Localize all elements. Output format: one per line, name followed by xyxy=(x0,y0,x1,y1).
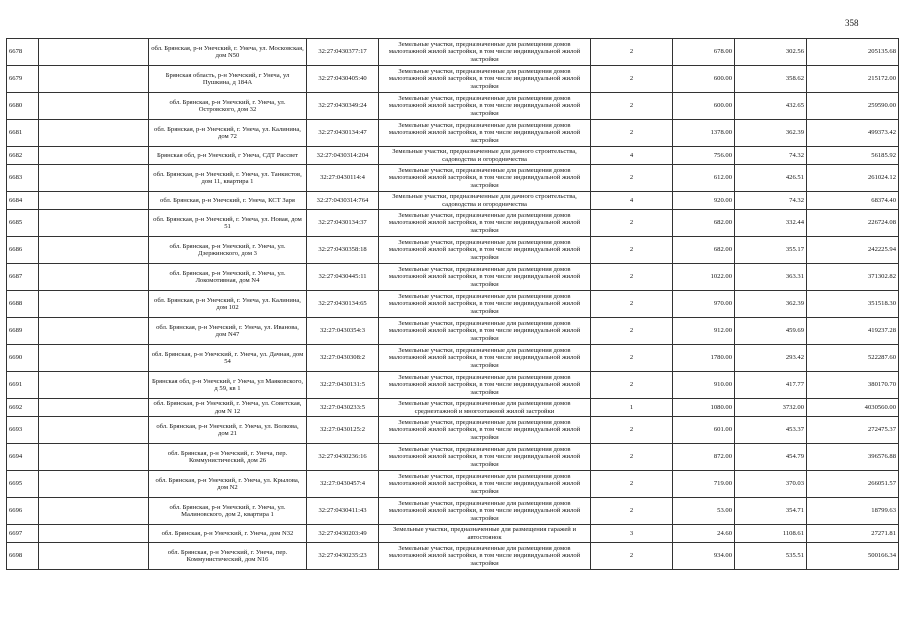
row-number: 6690 xyxy=(7,345,39,372)
row-area: 1022.00 xyxy=(673,264,735,291)
row-land-use: Земельные участки, предназначенные для размещения домов малоэтажной жилой застройки, в том числе индивидуальной жилой застройки xyxy=(379,210,591,237)
row-number: 6683 xyxy=(7,165,39,192)
row-area: 24.60 xyxy=(673,525,735,543)
row-spacer xyxy=(39,444,149,471)
row-group: 2 xyxy=(591,291,673,318)
row-cadastral-number: 32:27:0430308:2 xyxy=(307,345,379,372)
row-land-use: Земельные участки, предназначенные для размещения домов малоэтажной жилой застройки, в том числе индивидуальной жилой застройки xyxy=(379,39,591,66)
row-number: 6685 xyxy=(7,210,39,237)
row-cadastral-value: 215172.00 xyxy=(807,66,899,93)
row-cadastral-number: 32:27:0430131:5 xyxy=(307,372,379,399)
row-specific-value: 354.71 xyxy=(735,498,807,525)
table-row xyxy=(7,237,899,264)
table-row xyxy=(7,372,899,399)
row-cadastral-value: 380170.70 xyxy=(807,372,899,399)
row-spacer xyxy=(39,345,149,372)
table-row xyxy=(7,264,899,291)
row-spacer xyxy=(39,120,149,147)
row-specific-value: 293.42 xyxy=(735,345,807,372)
row-spacer xyxy=(39,417,149,444)
table-row xyxy=(7,525,899,543)
row-spacer xyxy=(39,264,149,291)
row-cadastral-value: 500166.34 xyxy=(807,543,899,570)
row-land-use: Земельные участки, предназначенные для размещения домов малоэтажной жилой застройки, в том числе индивидуальной жилой застройки xyxy=(379,120,591,147)
cadastral-value-table xyxy=(6,38,899,570)
row-number: 6692 xyxy=(7,399,39,417)
table-row xyxy=(7,210,899,237)
row-cadastral-value: 419237.28 xyxy=(807,318,899,345)
row-land-use: Земельные участки, предназначенные для размещения домов малоэтажной жилой застройки, в том числе индивидуальной жилой застройки xyxy=(379,165,591,192)
row-address: обл. Брянская, р-н Унечский, г. Унеча, ул. Танкистов, дом 11, квартира 1 xyxy=(149,165,307,192)
row-address: обл. Брянская, р-н Унечский, г. Унеча, ул. Локомотивная, дом N4 xyxy=(149,264,307,291)
row-specific-value: 358.62 xyxy=(735,66,807,93)
row-cadastral-number: 32:27:0430125:2 xyxy=(307,417,379,444)
row-specific-value: 363.31 xyxy=(735,264,807,291)
table-row xyxy=(7,498,899,525)
row-group: 2 xyxy=(591,498,673,525)
row-cadastral-value: 68374.40 xyxy=(807,192,899,210)
row-land-use: Земельные участки, предназначенные для размещения домов малоэтажной жилой застройки, в том числе индивидуальной жилой застройки xyxy=(379,237,591,264)
row-group: 2 xyxy=(591,264,673,291)
row-land-use: Земельные участки, предназначенные для размещения домов малоэтажной жилой застройки, в том числе индивидуальной жилой застройки xyxy=(379,66,591,93)
row-cadastral-number: 32:27:0430134:65 xyxy=(307,291,379,318)
row-address: обл. Брянская, р-н Унечский, г. Унеча, пер. Коммунистический, дом 26 xyxy=(149,444,307,471)
row-spacer xyxy=(39,399,149,417)
row-spacer xyxy=(39,318,149,345)
row-spacer xyxy=(39,147,149,165)
row-spacer xyxy=(39,525,149,543)
row-specific-value: 370.03 xyxy=(735,471,807,498)
row-specific-value: 362.39 xyxy=(735,120,807,147)
row-address: Брянская обл, р-н Унечский, г Унеча, СДТ Рассвет xyxy=(149,147,307,165)
row-cadastral-value: 226724.08 xyxy=(807,210,899,237)
row-specific-value: 454.79 xyxy=(735,444,807,471)
row-land-use: Земельные участки, предназначенные для размещения домов среднеэтажной и многоэтажной жилой застройки xyxy=(379,399,591,417)
row-address: обл. Брянская, р-н Унечский, г. Унеча, ул. Советская, дом N 12 xyxy=(149,399,307,417)
row-group: 2 xyxy=(591,444,673,471)
row-cadastral-value: 56185.92 xyxy=(807,147,899,165)
row-cadastral-value: 522287.60 xyxy=(807,345,899,372)
row-number: 6694 xyxy=(7,444,39,471)
row-land-use: Земельные участки, предназначенные для размещения гаражей и автостоянок xyxy=(379,525,591,543)
row-land-use: Земельные участки, предназначенные для дачного строительства, садоводства и огородничества xyxy=(379,147,591,165)
row-address: обл. Брянская, р-н Унечский, г. Унеча, ул. Дачная, дом 54 xyxy=(149,345,307,372)
row-spacer xyxy=(39,165,149,192)
row-spacer xyxy=(39,39,149,66)
row-address: обл. Брянская, р-н Унечский, г. Унеча, ул. Новая, дом 51 xyxy=(149,210,307,237)
row-cadastral-value: 4030560.00 xyxy=(807,399,899,417)
row-area: 53.00 xyxy=(673,498,735,525)
row-cadastral-number: 32:27:0430233:5 xyxy=(307,399,379,417)
row-land-use: Земельные участки, предназначенные для размещения домов малоэтажной жилой застройки, в том числе индивидуальной жилой застройки xyxy=(379,264,591,291)
row-number: 6681 xyxy=(7,120,39,147)
row-group: 2 xyxy=(591,372,673,399)
row-land-use: Земельные участки, предназначенные для размещения домов малоэтажной жилой застройки, в том числе индивидуальной жилой застройки xyxy=(379,498,591,525)
row-group: 2 xyxy=(591,39,673,66)
row-area: 678.00 xyxy=(673,39,735,66)
page-number: 358 xyxy=(845,18,859,28)
row-cadastral-value: 259590.00 xyxy=(807,93,899,120)
row-address: обл. Брянская, р-н Унечский, г. Унеча, ул. Московская, дом N50 xyxy=(149,39,307,66)
row-cadastral-number: 32:27:0430445:11 xyxy=(307,264,379,291)
row-number: 6686 xyxy=(7,237,39,264)
row-address: обл. Брянская, р-н Унечский, г. Унеча, дом N32 xyxy=(149,525,307,543)
table-row xyxy=(7,318,899,345)
row-cadastral-value: 266051.57 xyxy=(807,471,899,498)
row-area: 920.00 xyxy=(673,192,735,210)
row-cadastral-number: 32:27:0430134:37 xyxy=(307,210,379,237)
row-address: Брянская область, р-н Унечский, г Унеча, ул Пушкина, д 184А xyxy=(149,66,307,93)
row-group: 2 xyxy=(591,345,673,372)
row-specific-value: 355.17 xyxy=(735,237,807,264)
row-cadastral-value: 499373.42 xyxy=(807,120,899,147)
row-address: обл. Брянская, р-н Унечский, г. Унеча, ул. Островского, дом 32 xyxy=(149,93,307,120)
row-number: 6691 xyxy=(7,372,39,399)
table-row xyxy=(7,345,899,372)
row-address: обл. Брянская, р-н Унечский, г. Унеча, КСТ Заря xyxy=(149,192,307,210)
row-group: 4 xyxy=(591,147,673,165)
row-spacer xyxy=(39,471,149,498)
row-spacer xyxy=(39,93,149,120)
row-address: обл. Брянская, р-н Унечский, г. Унеча, ул. Иванова, дом N47 xyxy=(149,318,307,345)
row-area: 970.00 xyxy=(673,291,735,318)
row-number: 6684 xyxy=(7,192,39,210)
row-number: 6695 xyxy=(7,471,39,498)
row-number: 6678 xyxy=(7,39,39,66)
row-specific-value: 74.32 xyxy=(735,192,807,210)
table-row xyxy=(7,39,899,66)
row-land-use: Земельные участки, предназначенные для размещения домов малоэтажной жилой застройки, в том числе индивидуальной жилой застройки xyxy=(379,471,591,498)
row-specific-value: 3732.00 xyxy=(735,399,807,417)
row-land-use: Земельные участки, предназначенные для размещения домов малоэтажной жилой застройки, в том числе индивидуальной жилой застройки xyxy=(379,345,591,372)
row-number: 6680 xyxy=(7,93,39,120)
row-cadastral-number: 32:27:0430236:16 xyxy=(307,444,379,471)
row-specific-value: 332.44 xyxy=(735,210,807,237)
row-number: 6679 xyxy=(7,66,39,93)
row-number: 6697 xyxy=(7,525,39,543)
row-area: 1378.00 xyxy=(673,120,735,147)
row-cadastral-value: 261024.12 xyxy=(807,165,899,192)
row-group: 2 xyxy=(591,237,673,264)
table-row xyxy=(7,543,899,570)
table-row xyxy=(7,93,899,120)
row-area: 682.00 xyxy=(673,237,735,264)
table-row xyxy=(7,120,899,147)
row-spacer xyxy=(39,543,149,570)
row-land-use: Земельные участки, предназначенные для размещения домов малоэтажной жилой застройки, в том числе индивидуальной жилой застройки xyxy=(379,543,591,570)
row-group: 2 xyxy=(591,120,673,147)
row-area: 612.00 xyxy=(673,165,735,192)
row-address: обл. Брянская, р-н Унечский, г. Унеча, ул. Калинина, дом 102 xyxy=(149,291,307,318)
row-cadastral-value: 371302.82 xyxy=(807,264,899,291)
row-group: 2 xyxy=(591,471,673,498)
row-cadastral-number: 32:27:0430411:43 xyxy=(307,498,379,525)
row-address: Брянская обл, р-н Унечский, г Унеча, ул Маяковского, д 59, кв 1 xyxy=(149,372,307,399)
row-group: 4 xyxy=(591,192,673,210)
row-area: 600.00 xyxy=(673,66,735,93)
row-area: 1080.00 xyxy=(673,399,735,417)
row-cadastral-number: 32:27:0430314:764 xyxy=(307,192,379,210)
row-number: 6693 xyxy=(7,417,39,444)
row-group: 2 xyxy=(591,210,673,237)
row-cadastral-number: 32:27:0430314:204 xyxy=(307,147,379,165)
row-land-use: Земельные участки, предназначенные для размещения домов малоэтажной жилой застройки, в том числе индивидуальной жилой застройки xyxy=(379,372,591,399)
row-cadastral-number: 32:27:0430235:23 xyxy=(307,543,379,570)
row-specific-value: 362.39 xyxy=(735,291,807,318)
row-specific-value: 417.77 xyxy=(735,372,807,399)
row-address: обл. Брянская, р-н Унечский, г. Унеча, ул. Крылова, дом N2 xyxy=(149,471,307,498)
row-number: 6689 xyxy=(7,318,39,345)
row-land-use: Земельные участки, предназначенные для размещения домов малоэтажной жилой застройки, в том числе индивидуальной жилой застройки xyxy=(379,93,591,120)
row-group: 2 xyxy=(591,417,673,444)
row-land-use: Земельные участки, предназначенные для размещения домов малоэтажной жилой застройки, в том числе индивидуальной жилой застройки xyxy=(379,291,591,318)
row-cadastral-value: 272475.37 xyxy=(807,417,899,444)
row-number: 6687 xyxy=(7,264,39,291)
row-number: 6696 xyxy=(7,498,39,525)
table-row xyxy=(7,399,899,417)
row-cadastral-number: 32:27:0430203:49 xyxy=(307,525,379,543)
row-address: обл. Брянская, р-н Унечский, г. Унеча, ул. Малиновского, дом 2, квартира 1 xyxy=(149,498,307,525)
row-cadastral-number: 32:27:0430114:4 xyxy=(307,165,379,192)
table-row xyxy=(7,165,899,192)
row-land-use: Земельные участки, предназначенные для размещения домов малоэтажной жилой застройки, в том числе индивидуальной жилой застройки xyxy=(379,444,591,471)
row-spacer xyxy=(39,372,149,399)
row-group: 2 xyxy=(591,66,673,93)
row-specific-value: 453.37 xyxy=(735,417,807,444)
row-spacer xyxy=(39,66,149,93)
row-cadastral-number: 32:27:0430405:40 xyxy=(307,66,379,93)
row-address: обл. Брянская, р-н Унечский, г. Унеча, ул. Волкова, дом 21 xyxy=(149,417,307,444)
row-cadastral-number: 32:27:0430457:4 xyxy=(307,471,379,498)
row-group: 1 xyxy=(591,399,673,417)
row-specific-value: 459.69 xyxy=(735,318,807,345)
row-specific-value: 302.56 xyxy=(735,39,807,66)
row-spacer xyxy=(39,498,149,525)
row-area: 1780.00 xyxy=(673,345,735,372)
row-cadastral-value: 242225.94 xyxy=(807,237,899,264)
row-address: обл. Брянская, р-н Унечский, г. Унеча, пер. Коммунистический, дом N16 xyxy=(149,543,307,570)
row-spacer xyxy=(39,237,149,264)
row-cadastral-number: 32:27:0430377:17 xyxy=(307,39,379,66)
row-area: 872.00 xyxy=(673,444,735,471)
table-row xyxy=(7,147,899,165)
row-area: 682.00 xyxy=(673,210,735,237)
row-area: 756.00 xyxy=(673,147,735,165)
row-cadastral-value: 27271.81 xyxy=(807,525,899,543)
row-area: 912.00 xyxy=(673,318,735,345)
row-area: 719.00 xyxy=(673,471,735,498)
row-specific-value: 426.51 xyxy=(735,165,807,192)
table-row xyxy=(7,66,899,93)
table-row xyxy=(7,444,899,471)
row-spacer xyxy=(39,291,149,318)
row-group: 2 xyxy=(591,543,673,570)
row-area: 601.00 xyxy=(673,417,735,444)
row-cadastral-value: 351518.30 xyxy=(807,291,899,318)
table-row xyxy=(7,291,899,318)
row-number: 6688 xyxy=(7,291,39,318)
row-area: 934.00 xyxy=(673,543,735,570)
row-specific-value: 74.32 xyxy=(735,147,807,165)
row-cadastral-value: 205135.68 xyxy=(807,39,899,66)
row-cadastral-number: 32:27:0430134:47 xyxy=(307,120,379,147)
row-specific-value: 432.65 xyxy=(735,93,807,120)
row-area: 600.00 xyxy=(673,93,735,120)
row-number: 6698 xyxy=(7,543,39,570)
row-group: 3 xyxy=(591,525,673,543)
table-row xyxy=(7,192,899,210)
row-land-use: Земельные участки, предназначенные для дачного строительства, садоводства и огородничества xyxy=(379,192,591,210)
row-land-use: Земельные участки, предназначенные для размещения домов малоэтажной жилой застройки, в том числе индивидуальной жилой застройки xyxy=(379,318,591,345)
row-cadastral-value: 396576.88 xyxy=(807,444,899,471)
row-group: 2 xyxy=(591,318,673,345)
row-number: 6682 xyxy=(7,147,39,165)
row-spacer xyxy=(39,192,149,210)
table-row xyxy=(7,417,899,444)
row-cadastral-value: 18799.63 xyxy=(807,498,899,525)
table-row xyxy=(7,471,899,498)
row-specific-value: 535.51 xyxy=(735,543,807,570)
row-cadastral-number: 32:27:0430349:24 xyxy=(307,93,379,120)
row-land-use: Земельные участки, предназначенные для размещения домов малоэтажной жилой застройки, в том числе индивидуальной жилой застройки xyxy=(379,417,591,444)
row-specific-value: 1108.61 xyxy=(735,525,807,543)
row-address: обл. Брянская, р-н Унечский, г. Унеча, ул. Калинина, дом 72 xyxy=(149,120,307,147)
row-area: 910.00 xyxy=(673,372,735,399)
row-spacer xyxy=(39,210,149,237)
row-group: 2 xyxy=(591,165,673,192)
row-cadastral-number: 32:27:0430358:18 xyxy=(307,237,379,264)
row-address: обл. Брянская, р-н Унечский, г. Унеча, ул. Дзержинского, дом 3 xyxy=(149,237,307,264)
row-group: 2 xyxy=(591,93,673,120)
row-cadastral-number: 32:27:0430354:3 xyxy=(307,318,379,345)
